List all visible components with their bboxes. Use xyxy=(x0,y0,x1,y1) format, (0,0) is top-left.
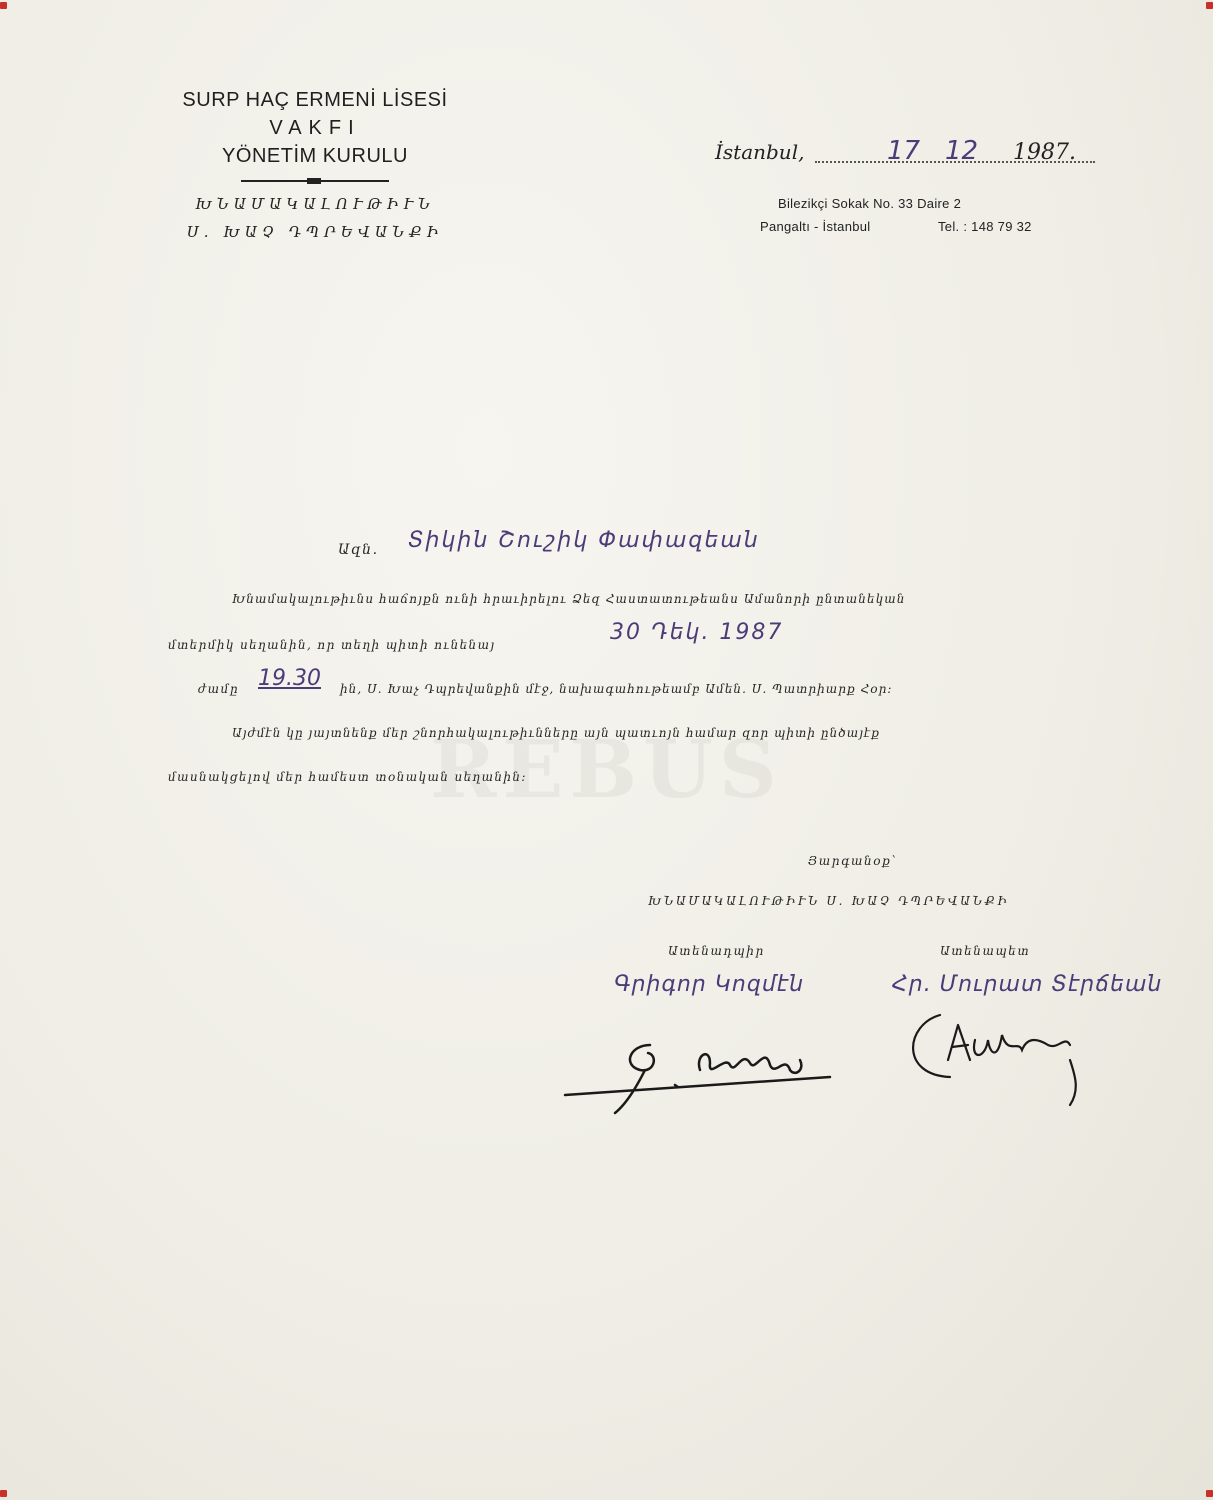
body-line3-prefix: ժամը xyxy=(198,682,240,696)
secretary-title: Ատենադպիր xyxy=(668,944,765,958)
address-city: Pangaltı - İstanbul xyxy=(760,219,871,234)
signature-stroke xyxy=(913,1015,1076,1105)
chair-signature xyxy=(900,1005,1090,1110)
body-line5: մասնակցելով մեր համեստ տօնական սեղանին։ xyxy=(168,770,527,784)
closing: Յարգանօք՝ xyxy=(808,854,898,868)
body-line3: ին, Ս. Խաչ Դպրեվանքին մէջ, նախագահութեամբ Ամեն. Ս. Պատրիարք Հօր։ xyxy=(340,682,893,696)
letterhead-line3: YÖNETİM KURULU xyxy=(222,145,408,167)
letterhead-line1: SURP HAÇ ERMENİ LİSESİ xyxy=(182,89,448,111)
organization-signature: ԽՆԱՄԱԿԱԼՈՒԹԻՒՆ Ս. ԽԱՉ ԴՊՐԵՎԱՆՔԻ xyxy=(648,894,1010,908)
chair-name: Հր. Մուրատ Տէրճեան xyxy=(892,972,1163,997)
secretary-name: Գրիգոր Կոզմէն xyxy=(614,972,805,997)
signature-stroke xyxy=(565,1045,830,1113)
letterhead-divider xyxy=(241,180,389,182)
event-time: 19.30 xyxy=(258,666,321,691)
event-date: 30 Դեկ. 1987 xyxy=(610,620,784,645)
letterhead xyxy=(150,86,480,246)
letterhead-armenian1: ԽՆԱՄԱԿԱԼՈՒԹԻՒՆ xyxy=(195,195,435,213)
date-line xyxy=(715,138,1095,168)
body-line2: մտերմիկ սեղանին, որ տեղի պիտի ունենայ xyxy=(168,638,496,652)
chair-title: Ատենապետ xyxy=(940,944,1031,958)
salutation: Ազն. xyxy=(338,542,379,558)
paper-edge-mark xyxy=(0,1490,7,1497)
date-city: İstanbul, xyxy=(715,140,805,164)
address-phone: Tel. : 148 79 32 xyxy=(938,219,1032,234)
body-line1: Խնամակալութիւնս հաճոյքն ունի հրաւիրելու Ձեզ Հաստատութեանս Ամանորի ընտանեկան xyxy=(232,592,906,606)
date-month: 12 xyxy=(945,136,979,166)
secretary-signature xyxy=(560,1015,840,1125)
date-day: 17 xyxy=(887,136,921,166)
paper-edge-mark xyxy=(1206,1490,1213,1497)
paper-edge-mark xyxy=(1206,2,1213,9)
date-year: 1987. xyxy=(1013,140,1076,165)
letterhead-armenian2: Ս. ԽԱՉ ԴՊՐԵՎԱՆՔԻ xyxy=(186,223,444,241)
body-line4: Այժմէն կը յայտնենք մեր շնորհակալութիւնները այն պատւոյն համար զոր պիտի ընծայէք xyxy=(232,726,880,740)
letterhead-line2: VAKFI xyxy=(269,117,361,139)
address-line1: Bilezikçi Sokak No. 33 Daire 2 xyxy=(778,196,962,211)
recipient-name: Տիկին Շուշիկ Փափազեան xyxy=(408,528,760,553)
paper-edge-mark xyxy=(0,2,7,9)
